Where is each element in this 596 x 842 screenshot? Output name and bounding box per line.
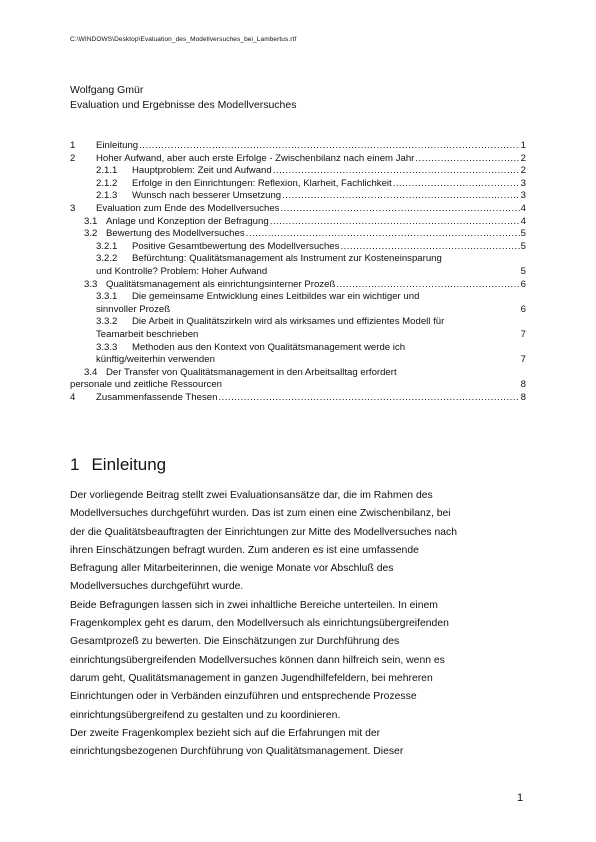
body-line: Modellversuches durchgeführt wurde. (70, 581, 244, 593)
toc-number: 2 (70, 152, 76, 164)
section-title: Einleitung (91, 455, 167, 474)
document-title: Evaluation und Ergebnisse des Modellversuches (70, 99, 297, 111)
toc-entry[interactable] (70, 291, 526, 316)
toc-leader (393, 178, 520, 191)
body-line: Der vorliegende Beitrag stellt zwei Evaluationsansätze dar, die im Rahmen des (70, 490, 433, 501)
toc-page: 1 (520, 140, 526, 151)
section-number: 1 (70, 455, 80, 474)
toc-number: 3.1 (84, 215, 98, 227)
toc-leader (139, 140, 520, 153)
toc-page: 6 (520, 278, 526, 290)
body-text (70, 487, 530, 761)
toc-entry[interactable] (70, 316, 526, 341)
toc-entry[interactable] (70, 190, 526, 203)
toc-number: 2.1.2 (96, 177, 118, 189)
toc-leader (246, 228, 520, 241)
toc-title-continued: künftig/weiterhin verwenden (96, 354, 215, 366)
toc-number: 3.2.2 (96, 253, 118, 265)
body-line: einrichtungsübergreifend zu gestalten und zu koordinieren. (70, 709, 341, 721)
toc-page: 5 (520, 240, 526, 252)
toc-title-continued: und Kontrolle? Problem: Hoher Aufwand (96, 265, 268, 277)
toc-number: 4 (70, 391, 76, 403)
body-line: Beide Befragungen lassen sich in zwei inhaltliche Bereiche unterteilen. In einem (70, 599, 438, 611)
file-path-header: C:\WINDOWS\Desktop\Evaluation_des_Modellversuches_bei_Lambertus.rtf (70, 36, 297, 43)
toc-number: 1 (70, 140, 76, 151)
body-line: Der zweite Fragenkomplex bezieht sich auf die Erfahrungen mit der (70, 727, 381, 739)
toc-page: 3 (520, 190, 526, 202)
toc-entry[interactable] (70, 216, 526, 229)
page-number: 1 (517, 792, 524, 804)
toc-entry[interactable] (70, 367, 526, 392)
toc-entry[interactable] (70, 140, 526, 153)
section-heading (70, 455, 166, 475)
toc-title: Befürchtung: Qualitätsmanagement als Instrument zur Kosteneinsparung (132, 253, 442, 265)
toc-title: Anlage und Konzeption der Befragung (106, 215, 269, 227)
table-of-contents (70, 140, 526, 404)
toc-entry[interactable] (70, 203, 526, 216)
toc-entry[interactable] (70, 165, 526, 178)
toc-page: 5 (520, 265, 526, 277)
toc-page: 8 (520, 391, 526, 403)
toc-leader (336, 279, 519, 292)
toc-number: 3.3.1 (96, 291, 118, 303)
toc-title: Methoden aus den Kontext von Qualitätsmanagement werde ich (132, 341, 406, 353)
body-line: Einrichtungen oder in Verbänden einzuführen und entsprechende Prozesse (70, 691, 417, 703)
toc-number: 3.3 (84, 278, 98, 290)
toc-page: 6 (520, 303, 526, 315)
toc-page: 4 (520, 215, 526, 227)
toc-number: 2.1.3 (96, 190, 118, 202)
toc-title: Qualitätsmanagement als einrichtungsinterner Prozeß (106, 278, 336, 290)
toc-leader (340, 241, 519, 254)
body-line: Modellversuches durchgeführt wurden. Das ist zum einen eine Zwischenbilanz, bei (70, 508, 451, 520)
toc-entry[interactable] (70, 279, 526, 292)
toc-page: 4 (520, 202, 526, 214)
toc-title: Einleitung (96, 140, 139, 151)
toc-entry[interactable] (70, 392, 526, 405)
author-name: Wolfgang Gmür (70, 84, 144, 96)
body-line: ihren Einschätzungen befragt wurden. Zum anderen es ist eine umfassende (70, 544, 419, 556)
body-line: der die Qualitätsbeauftragten der Einrichtungen zur Mitte des Modellversuches nach (70, 526, 457, 538)
toc-entry[interactable] (70, 228, 526, 241)
toc-entry[interactable] (70, 342, 526, 367)
toc-leader (415, 153, 519, 166)
toc-title: Erfolge in den Einrichtungen: Reflexion, Klarheit, Fachlichkeit (132, 177, 392, 189)
toc-leader (270, 216, 520, 229)
toc-number: 2.1.1 (96, 165, 118, 177)
toc-title-continued: personale und zeitliche Ressourcen (70, 379, 222, 391)
body-line: darum geht, Qualitätsmanagement in ganzen Jugendhilfefeldern, bei mehreren (70, 672, 433, 684)
body-line: Befragung aller Mitarbeiterinnen, die wenige Monate vor Abschluß des (70, 563, 394, 575)
toc-leader (273, 165, 520, 178)
toc-title: Die gemeinsame Entwicklung eines Leitbildes war ein wichtiger und (132, 291, 420, 303)
toc-number: 3 (70, 202, 76, 214)
toc-page: 2 (520, 165, 526, 177)
body-line: einrichtungsbezogenen Durchführung von Qualitätsmanagement. Dieser (70, 746, 404, 758)
toc-title: Der Transfer von Qualitätsmanagement in den Arbeitsalltag erfordert (106, 366, 397, 378)
toc-leader (218, 392, 519, 405)
toc-title: Die Arbeit in Qualitätszirkeln wird als wirksames und effizientes Modell für (132, 316, 445, 328)
toc-entry[interactable] (70, 241, 526, 254)
toc-title-continued: Teamarbeit beschrieben (96, 328, 199, 340)
toc-title: Hauptproblem: Zeit und Aufwand (132, 165, 272, 177)
toc-number: 3.2 (84, 228, 98, 240)
toc-page: 3 (520, 177, 526, 189)
toc-number: 3.3.2 (96, 316, 118, 328)
toc-page: 7 (520, 328, 526, 340)
toc-leader (280, 203, 519, 216)
body-line: Gesamtprozeß zu bewerten. Die Einschätzungen zur Durchführung des (70, 636, 400, 648)
toc-page: 7 (520, 354, 526, 366)
toc-title: Wunsch nach besserer Umsetzung (132, 190, 282, 202)
toc-number: 3.2.1 (96, 240, 118, 252)
body-line: Fragenkomplex geht es darum, den Modellversuch als einrichtungsübergreifenden (70, 618, 449, 630)
toc-title-continued: sinnvoller Prozeß (96, 303, 171, 315)
toc-title: Positive Gesamtbewertung des Modellversuches (132, 240, 340, 252)
toc-page: 5 (520, 228, 526, 240)
toc-title: Hoher Aufwand, aber auch erste Erfolge - Zwischenbilanz nach einem Jahr (96, 152, 415, 164)
toc-entry[interactable] (70, 253, 526, 278)
toc-entry[interactable] (70, 153, 526, 166)
toc-title: Bewertung des Modellversuches (106, 228, 245, 240)
toc-number: 3.4 (84, 366, 98, 378)
toc-page: 2 (520, 152, 526, 164)
toc-number: 3.3.3 (96, 341, 118, 353)
toc-title: Evaluation zum Ende des Modellversuches (96, 202, 280, 214)
toc-page: 8 (520, 379, 526, 391)
toc-title: Zusammenfassende Thesen (96, 391, 218, 403)
body-line: einrichtungsübergreifenden Modellversuches können dann hilfreich sein, wenn es (70, 654, 445, 666)
toc-entry[interactable] (70, 178, 526, 191)
toc-leader (282, 190, 520, 203)
